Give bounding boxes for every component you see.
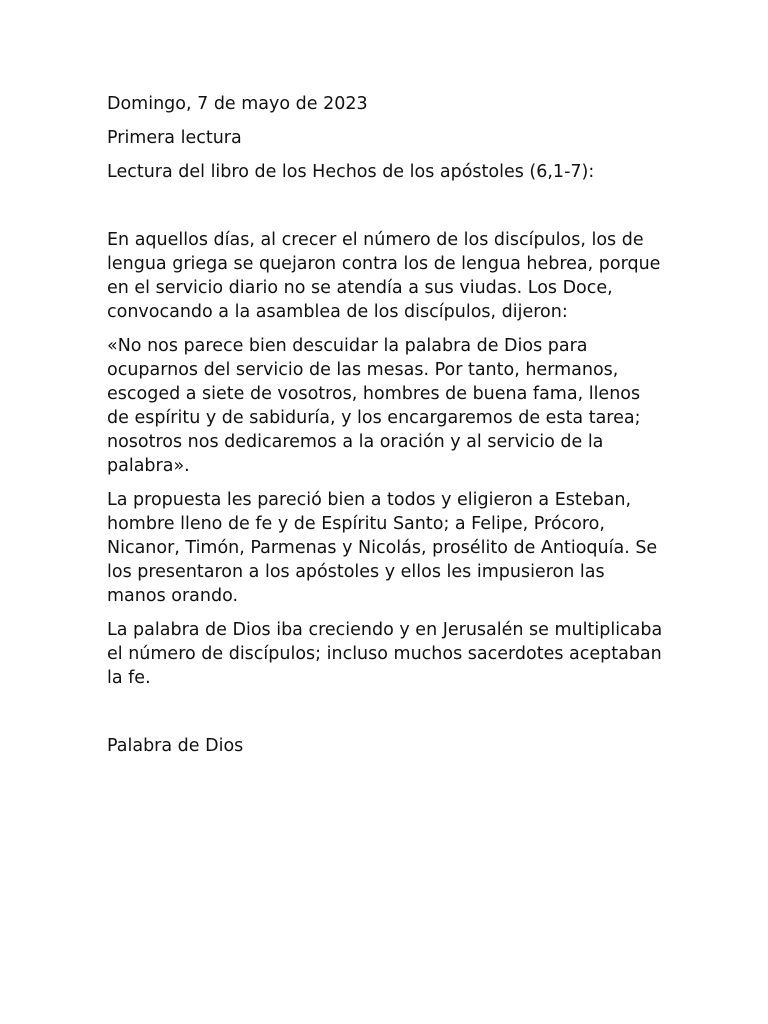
paragraph-2: «No nos parece bien descuidar la palabra de Dios para ocuparnos del servicio de las mesas. Por tanto, hermanos, escoged a siete de vosotros, hombres de buena fama, llenos de espíritu y de sabiduría, y los encargaremos de esta tarea; nosotros nos dedicaremos a la oración y al servicio de la palabra». — [107, 336, 641, 476]
paragraph-4: La palabra de Dios iba creciendo y en Jerusalén se multiplicaba el número de discípulos; incluso muchos sacerdotes aceptaban la fe. — [107, 620, 663, 688]
spacer — [107, 194, 667, 228]
paragraph-1: En aquellos días, al crecer el número de los discípulos, los de lengua griega se quejaron contra los de lengua hebrea, porque en el servicio diario no se atendía a sus viudas. Los Doce, convocando a la asamblea de los discípulos, dijeron: — [107, 230, 661, 322]
section-title: Primera lectura — [107, 128, 242, 148]
spacer — [107, 700, 667, 734]
document-date: Domingo, 7 de mayo de 2023 — [107, 94, 368, 114]
reading-title: Lectura del libro de los Hechos de los apóstoles (6,1-7): — [107, 162, 595, 182]
document-body — [107, 92, 667, 758]
closing-line: Palabra de Dios — [107, 736, 244, 756]
paragraph-3: La propuesta les pareció bien a todos y eligieron a Esteban, hombre lleno de fe y de Espíritu Santo; a Felipe, Prócoro, Nicanor, Timón, Parmenas y Nicolás, prosélito de Antioquía. Se los presentaron a los apóstoles y ellos les impusieron las manos orando. — [107, 490, 658, 606]
